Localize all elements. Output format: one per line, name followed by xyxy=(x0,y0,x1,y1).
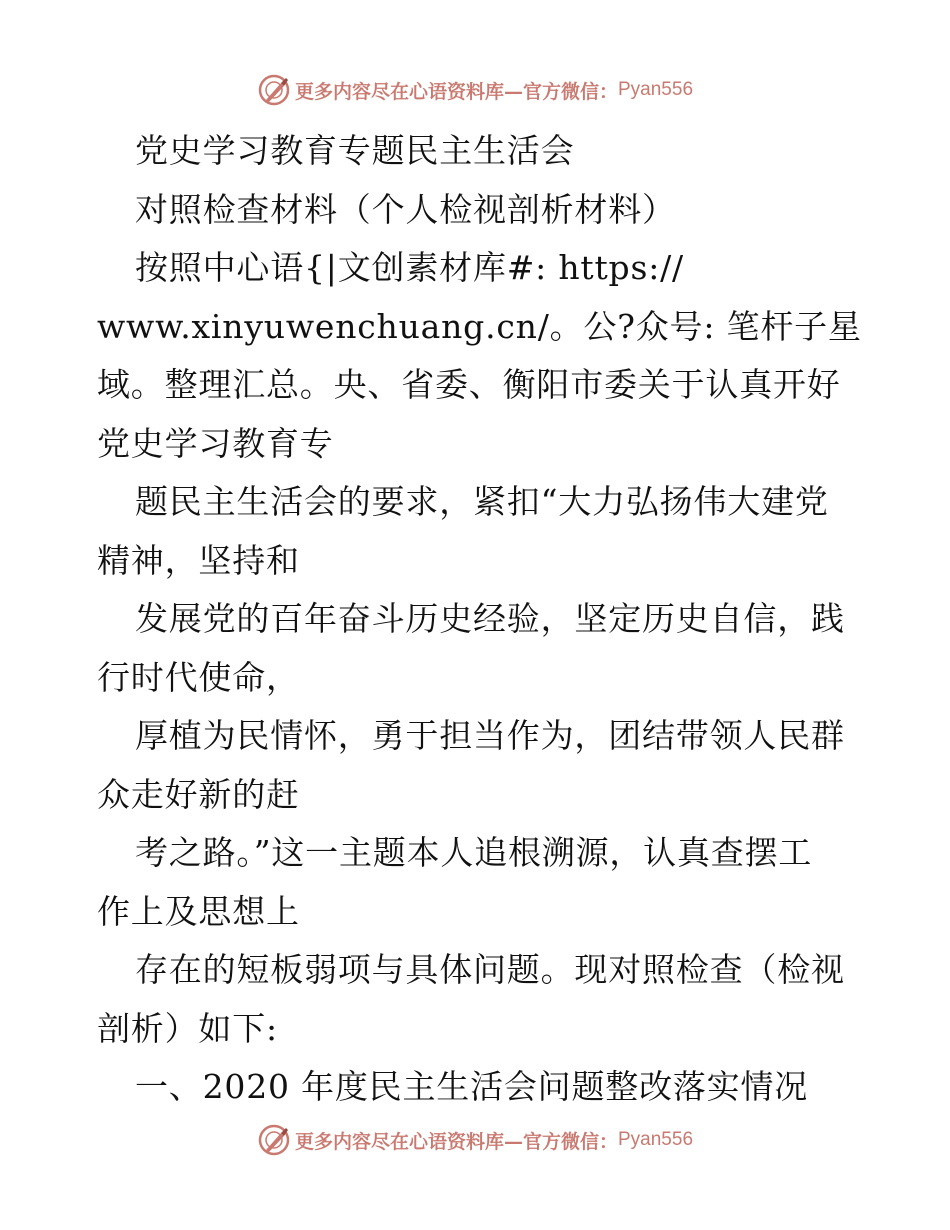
banner-handle: Pyan556 xyxy=(618,1129,694,1150)
banner-handle: Pyan556 xyxy=(618,79,694,100)
footer-banner xyxy=(0,1120,950,1160)
banner-text: 更多内容尽在心语资料库—官方微信： xyxy=(294,1130,618,1153)
pen-logo-icon xyxy=(257,1123,291,1157)
doc-paragraph-line: 精神，坚持和 xyxy=(97,540,300,580)
doc-paragraph-line: 存在的短板弱项与具体问题。现对照检查（检视 xyxy=(135,950,845,989)
doc-paragraph-line: 考之路。”这一主题本人追根溯源，认真查摆工 xyxy=(135,833,813,872)
doc-paragraph-line: 剖析）如下: xyxy=(97,1008,278,1048)
doc-title-line-1: 党史学习教育专题民主生活会 xyxy=(135,131,575,170)
doc-paragraph-line: 众走好新的赶 xyxy=(97,774,300,814)
doc-paragraph-line: 域。整理汇总。央、省委、衡阳市委关于认真开好 xyxy=(97,365,841,404)
doc-title-line-2: 对照检查材料（个人检视剖析材料） xyxy=(135,189,676,229)
doc-paragraph-line: 行时代使命， xyxy=(97,657,300,697)
doc-paragraph-line: 厚植为民情怀，勇于担当作为，团结带领人民群 xyxy=(135,716,845,755)
header-banner xyxy=(0,70,950,110)
doc-paragraph-line: www.xinyuwenchuang.cn/。公?众号: 笔杆子星 xyxy=(97,306,862,346)
doc-paragraph-line: 按照中心语{|文创素材库#: https:// xyxy=(135,248,684,287)
doc-paragraph-line: 党史学习教育专 xyxy=(97,423,334,463)
doc-paragraph-line: 题民主生活会的要求，紧扣“大力弘扬伟大建党 xyxy=(135,482,829,521)
document-body xyxy=(97,122,862,1117)
doc-paragraph-line: 作上及思想上 xyxy=(97,891,300,931)
pen-logo-icon xyxy=(257,73,291,107)
doc-section-heading: 一、2020 年度民主生活会问题整改落实情况 xyxy=(135,1067,809,1106)
banner-text: 更多内容尽在心语资料库—官方微信： xyxy=(294,80,618,103)
doc-paragraph-line: 发展党的百年奋斗历史经验，坚定历史自信，践 xyxy=(135,599,845,638)
